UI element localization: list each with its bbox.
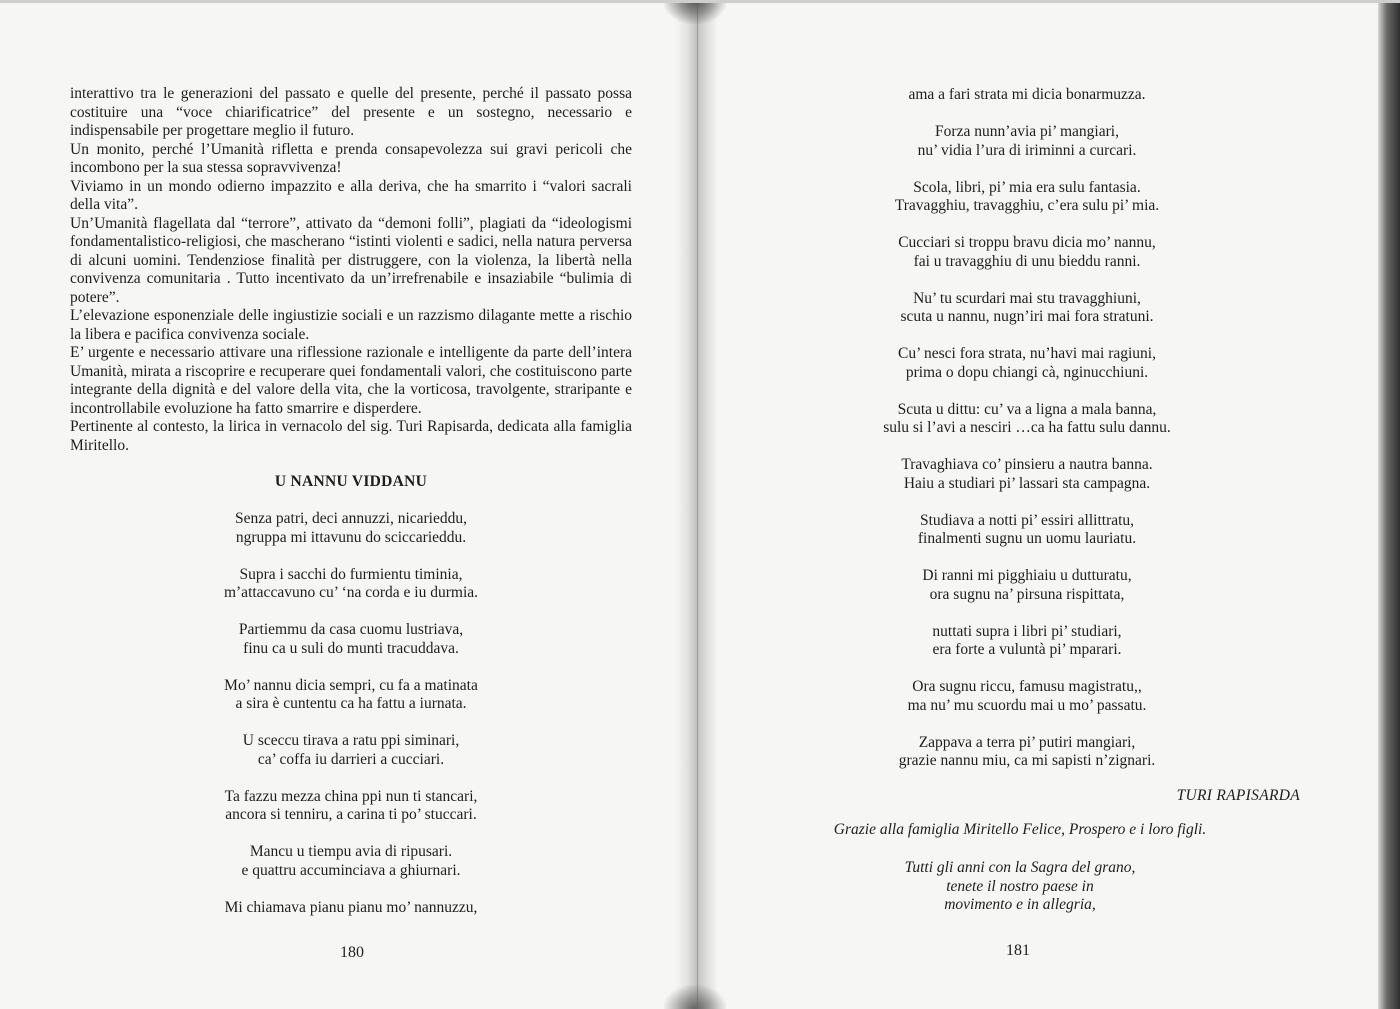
stanza	[70, 732, 632, 769]
closing-line: Tutti gli anni con la Sagra del grano,	[904, 859, 1136, 876]
verse-line: m’attaccavuno cu’ ‘na corda e iu durmia.	[223, 584, 479, 601]
stanza	[782, 734, 1272, 771]
poem-author: TURI RAPISARDA	[1176, 787, 1300, 804]
prose-paragraph: Viviamo in un mondo odierno impazzito e alla deriva, che ha smarrito i “valori sacrali della vita”.	[70, 177, 632, 213]
prose-paragraph: E’ urgente e necessario attivare una riflessione razionale e intelligente da parte dell’intera Umanità, mirata a riscoprire e recuperare quei fondamentali valori, che costituiscono parte integrante della dignità e del valore della vita, che la vorticosa, travolgente, straripante e incontrollabile evoluzione ha fatto smarrire e disperdere.	[70, 344, 632, 417]
verse-line: ca’ coffa iu darrieri a cucciari.	[257, 750, 445, 768]
verse-line: Travaghiava co’ pinsieru a nautra banna.	[901, 456, 1153, 473]
verse-line: Mi chiamava pianu pianu mo’ nannuzzu,	[224, 898, 478, 916]
verse-line: Zappava a terra pi’ putiri mangiari,	[918, 733, 1136, 751]
scan-right-edge	[1378, 0, 1400, 1009]
page-number-right: 181	[1006, 942, 1030, 959]
scan-top-edge	[0, 0, 1400, 3]
stanza	[782, 401, 1272, 438]
stanza	[782, 179, 1272, 216]
closing-line: movimento e in allegria,	[944, 896, 1096, 913]
prose-paragraph: L’elevazione esponenziale delle ingiustizie sociali e un razzismo dilagante mette a rischio la libera e pacifica convivenza sociale.	[70, 307, 632, 343]
gutter-shadow-bottom	[664, 985, 726, 1009]
verse-line: ora sugnu na’ pirsuna rispittata,	[929, 585, 1125, 603]
stanza	[782, 456, 1272, 493]
verse-line: grazie nannu miu, ca mi sapisti n’zignari.	[898, 752, 1156, 769]
verse-line: era forte a vuluntà pi’ mparari.	[932, 641, 1122, 658]
verse-line: Nu’ tu scurdari mai stu travagghiuni,	[913, 289, 1141, 307]
verse-line: Senza patri, deci annuzzi, nicarieddu,	[235, 510, 467, 527]
verse-line: Ora sugnu riccu, famusu magistratu,,	[912, 678, 1142, 695]
verse-line: a sira è cuntentu ca ha fattu a iurnata.	[235, 695, 467, 712]
gutter-shadow-top	[664, 0, 726, 24]
closing-line: tenete il nostro paese in	[946, 877, 1094, 895]
verse-line: ngruppa mi ittavunu do sciccarieddu.	[235, 528, 467, 546]
poem-stanzas-left	[70, 510, 632, 936]
verse-line: Mancu u tiempu avia di ripusari.	[249, 843, 453, 860]
verse-line: nuttati supra i libri pi’ studiari,	[932, 622, 1122, 640]
stanza	[70, 677, 632, 714]
stanza	[782, 345, 1272, 382]
stanza	[70, 566, 632, 603]
verse-line: ama a fari strata mi dicia bonarmuzza.	[908, 86, 1146, 103]
verse-line: nu’ vidia l’ura di iriminni a curcari.	[917, 141, 1137, 159]
verse-line: scuta u nannu, nugn’iri mai fora stratuni.	[900, 308, 1154, 325]
prose-text	[70, 85, 632, 455]
poem-stanzas-right	[782, 86, 1272, 789]
gutter-crease	[697, 0, 698, 1009]
stanza	[782, 123, 1272, 160]
verse-line: fai u travagghiu di unu bieddu ranni.	[913, 252, 1141, 270]
verse-line: e quattru accuminciava a ghiurnari.	[241, 861, 461, 879]
thanks-note: Grazie alla famiglia Miritello Felice, Prospero e i loro figli.	[833, 821, 1207, 838]
stanza	[782, 290, 1272, 327]
verse-line: prima o dopu chiangi cà, nginucchiuni.	[905, 363, 1149, 381]
verse-line: Mo’ nannu dicia sempri, cu fa a matinata	[224, 676, 478, 694]
verse-line: U sceccu tirava a ratu ppi siminari,	[242, 732, 460, 749]
page-number-left: 180	[340, 944, 364, 961]
stanza	[70, 843, 632, 880]
verse-line: ancora si tenniru, a carina ti po’ stuccari.	[225, 806, 477, 823]
stanza	[70, 899, 632, 918]
verse-line: Cu’ nesci fora strata, nu’havi mai ragiuni,	[898, 345, 1156, 362]
verse-line: Supra i sacchi do furmientu timinia,	[239, 565, 463, 583]
closing-verse	[800, 859, 1240, 915]
stanza	[782, 86, 1272, 105]
prose-paragraph: interattivo tra le generazioni del passato e quelle del presente, perché il passato possa costituire una “voce chiarificatrice” del presente e un sostegno, necessario e indispensabile per progettare meglio il futuro.	[70, 85, 632, 139]
stanza	[70, 621, 632, 658]
verse-line: finu ca u suli do munti tracuddava.	[243, 639, 459, 657]
verse-line: Partiemmu da casa cuomu lustriava,	[238, 621, 464, 638]
prose-paragraph: Un’Umanità flagellata dal “terrore”, attivato da “demoni folli”, plagiati da “ideologismi fondamentalistico-religiosi, che mascherano “istinti violenti e sadici, nella natura perversa di alcuni uomini. Tendenziose finalità per distruggere, con la violenza, la libertà nella convivenza comunitaria . Tutto incentivato da un’irrefrenabile e insaziabile “bulimia di potere”.	[70, 214, 632, 306]
stanza	[70, 510, 632, 547]
verse-line: finalmenti sugnu un uomu lauriatu.	[917, 530, 1137, 547]
verse-line: Forza nunn’avia pi’ mangiari,	[935, 123, 1119, 140]
verse-line: Travagghiu, travagghiu, c’era sulu pi’ mia.	[894, 197, 1160, 214]
verse-line: ma nu’ mu scuordu mai u mo’ passatu.	[907, 696, 1147, 714]
stanza	[70, 788, 632, 825]
stanza	[782, 512, 1272, 549]
stanza	[782, 234, 1272, 271]
stanza	[782, 678, 1272, 715]
poem-title: U NANNU VIDDANU	[274, 473, 428, 490]
verse-line: Scola, libri, pi’ mia era sulu fantasia.	[913, 178, 1141, 196]
verse-line: Di ranni mi pigghiaiu u dutturatu,	[922, 567, 1132, 584]
stanza	[782, 567, 1272, 604]
stanza	[782, 623, 1272, 660]
verse-line: Cucciari si troppu bravu dicia mo’ nannu,	[898, 234, 1156, 251]
verse-line: Scuta u dittu: cu’ va a ligna a mala banna,	[897, 400, 1157, 418]
verse-line: Haiu a studiari pi’ lassari sta campagna.	[903, 474, 1151, 492]
verse-line: Studiava a notti pi’ essiri allittratu,	[919, 511, 1135, 529]
verse-line: Ta fazzu mezza china ppi nun ti stancari,	[224, 787, 478, 805]
prose-paragraph: Un monito, perché l’Umanità rifletta e prenda consapevolezza sui gravi pericoli che incombono per la sua stessa sopravvivenza!	[70, 140, 632, 176]
prose-paragraph: Pertinente al contesto, la lirica in vernacolo del sig. Turi Rapisarda, dedicata alla famiglia Miritello.	[70, 418, 632, 454]
verse-line: sulu si l’avi a nesciri …ca ha fattu sulu dannu.	[883, 419, 1171, 436]
